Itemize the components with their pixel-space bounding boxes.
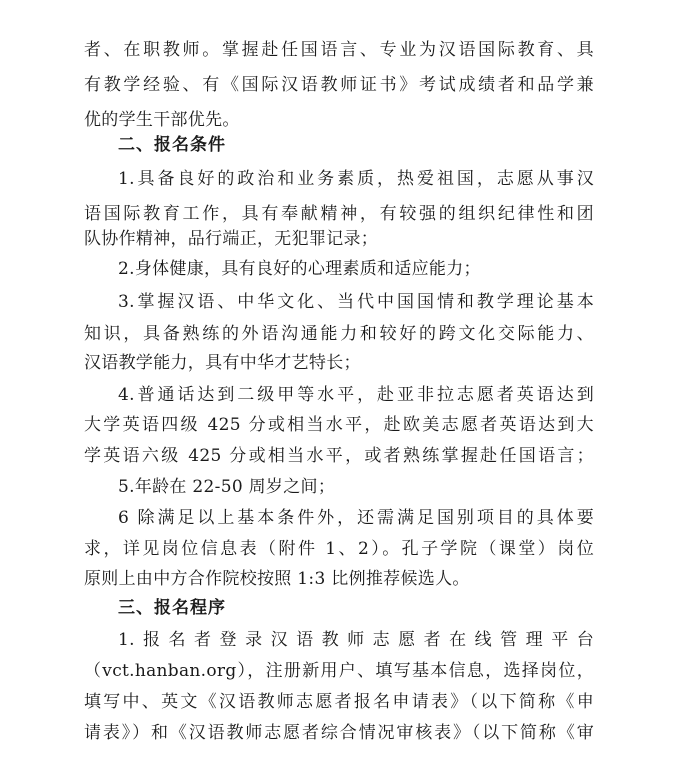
paragraph-line: 优的学生干部优先。 xyxy=(84,110,240,130)
paragraph-line: 2.身体健康，具有良好的心理素质和适应能力； xyxy=(118,259,481,279)
paragraph-line: 知识，具备熟练的外语沟通能力和较好的跨文化交际能力、 xyxy=(84,324,594,344)
paragraph-line: 原则上由中方合作院校按照 1:3 比例推荐候选人。 xyxy=(84,569,470,589)
paragraph-line: 4.普通话达到二级甲等水平，赴亚非拉志愿者英语达到 xyxy=(118,385,594,405)
paragraph-line: 1.报名者登录汉语教师志愿者在线管理平台 xyxy=(118,630,594,650)
paragraph-line: 6 除满足以上基本条件外，还需满足国别项目的具体要 xyxy=(118,508,594,528)
section-heading: 二、报名条件 xyxy=(118,135,226,155)
paragraph-line: 求，详见岗位信息表（附件 1、2）。孔子学院（课堂）岗位 xyxy=(84,539,594,559)
paragraph-line: 队协作精神，品行端正，无犯罪记录； xyxy=(84,229,379,249)
paragraph-line: 3.掌握汉语、中华文化、当代中国国情和教学理论基本 xyxy=(118,292,594,312)
paragraph-line: 学英语六级 425 分或相当水平，或者熟练掌握赴任国语言； xyxy=(84,446,594,466)
paragraph-line: 者、在职教师。掌握赴任国语言、专业为汉语国际教育、具 xyxy=(84,40,594,60)
paragraph-line: 请表》）和《汉语教师志愿者综合情况审核表》（以下简称《审 xyxy=(84,723,594,743)
paragraph-line: 有教学经验、有《国际汉语教师证书》考试成绩者和品学兼 xyxy=(84,75,594,95)
paragraph-line: 汉语教学能力，具有中华才艺特长； xyxy=(84,353,361,373)
paragraph-line: 5.年龄在 22-50 周岁之间； xyxy=(118,477,336,497)
paragraph-line: 填写中、英文《汉语教师志愿者报名申请表》（以下简称《申 xyxy=(84,692,594,712)
paragraph-line: 1.具备良好的政治和业务素质，热爱祖国，志愿从事汉 xyxy=(118,169,594,189)
paragraph-line: 语国际教育工作，具有奉献精神，有较强的组织纪律性和团 xyxy=(84,204,594,224)
paragraph-line: （vct.hanban.org），注册新用户、填写基本信息，选择岗位， xyxy=(84,661,594,681)
section-heading: 三、报名程序 xyxy=(118,598,226,618)
paragraph-line: 大学英语四级 425 分或相当水平，赴欧美志愿者英语达到大 xyxy=(84,415,594,435)
